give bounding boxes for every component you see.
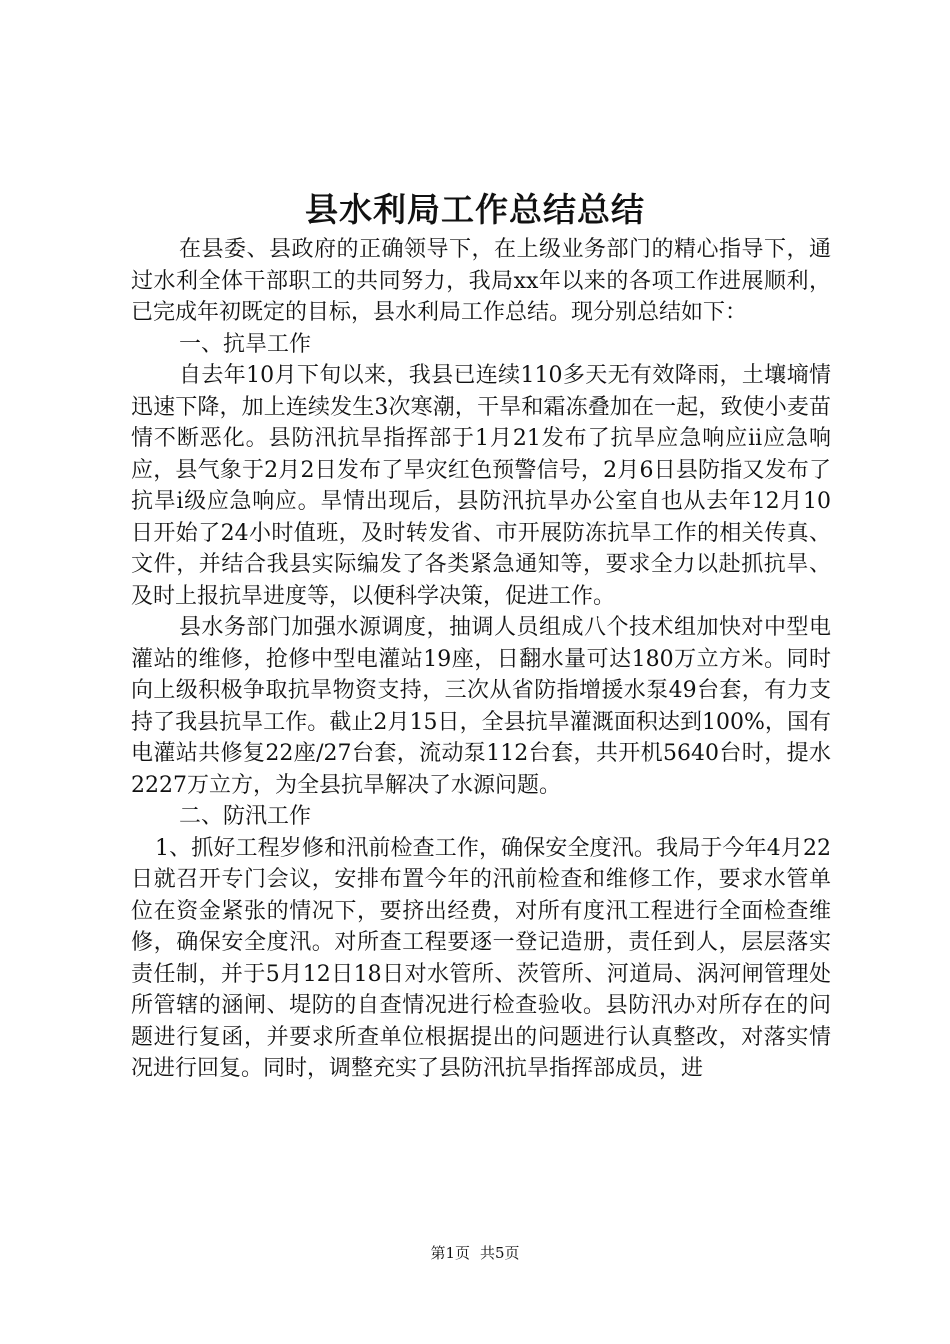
- drought-paragraph-2: 县水务部门加强水源调度，抽调人员组成八个技术组加快对中型电灌站的维修，抢修中型电灌站19座，日翻水量可达180万立方米。同时向上级积极争取抗旱物资支持，三次从省防指增援水泵49台套，有力支持了我县抗旱工作。截止2月15日，全县抗旱灌溉面积达到100%，国有电灌站共修复22座/27台套，流动泵112台套，共开机5640台时，提水2227万立方，为全县抗旱解决了水源问题。: [131, 615, 831, 798]
- page-footer: [0, 1243, 950, 1263]
- flood-paragraph-1: 1、抓好工程岁修和汛前检查工作，确保安全度汛。我局于今年4月22日就召开专门会议，安排布置今年的汛前检查和维修工作，要求水管单位在资金紧张的情况下，要挤出经费，对所有度汛工程进行全面检查维修，确保安全度汛。对所查工程要逐一登记造册，责任到人，层层落实责任制，并于5月12日18日对水管所、茨管所、河道局、涡河闸管理处所管辖的涵闸、堤防的自查情况进行检查验收。县防汛办对所存在的问题进行复函，并要求所查单位根据提出的问题进行认真整改，对落实情况进行回复。同时，调整充实了县防汛抗旱指挥部成员，进: [131, 835, 831, 1081]
- document-body: [131, 234, 831, 1085]
- drought-paragraph-1: 自去年10月下旬以来，我县已连续110多天无有效降雨，土壤墒情迅速下降，加上连续发生3次寒潮，干旱和霜冻叠加在一起，致使小麦苗情不断恶化。县防汛抗旱指挥部于1月21发布了抗旱应急响应ii应急响应，县气象于2月2日发布了旱灾红色预警信号，2月6日县防指又发布了抗旱i级应急响应。旱情出现后，县防汛抗旱办公室自也从去年12月10日开始了24小时值班，及时转发省、市开展防冻抗旱工作的相关传真、文件，并结合我县实际编发了各类紧急通知等，要求全力以赴抓抗旱、及时上报抗旱进度等，以便科学决策，促进工作。: [131, 363, 831, 609]
- intro-paragraph: 在县委、县政府的正确领导下，在上级业务部门的精心指导下，通过水利全体干部职工的共同努力，我局xx年以来的各项工作进展顺利，已完成年初既定的目标，县水利局工作总结。现分别总结如下：: [131, 237, 831, 325]
- section-heading-flood: 二、防汛工作: [179, 804, 312, 829]
- page-number: 第1页: [430, 1244, 470, 1262]
- section-heading-drought: 一、抗旱工作: [179, 331, 312, 357]
- document-title: 县水利局工作总结总结: [305, 190, 645, 229]
- page-total: 共5页: [480, 1244, 520, 1262]
